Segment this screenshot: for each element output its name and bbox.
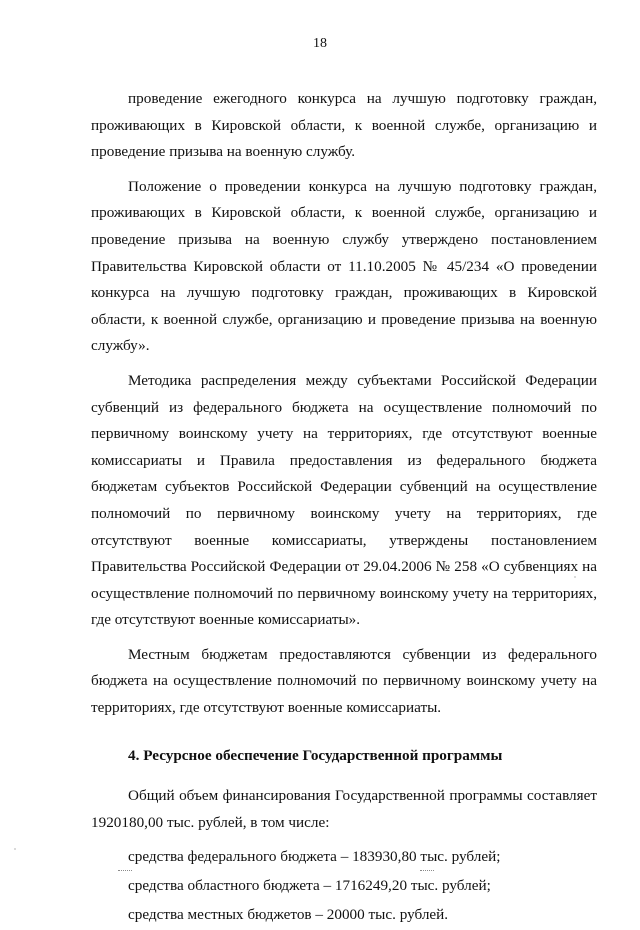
section-heading: 4. Ресурсное обеспечение Государственной программы: [128, 746, 503, 764]
paragraph-local-budgets: Местным бюджетам предоставляются субвенции из федерального бюджета на осуществление полномочий по первичному воинскому учету на территориях, где отсутствуют военные комиссариаты.: [91, 645, 597, 717]
paragraph-subvention-methodology: Методика распределения между субъектами Российской Федерации субвенций из федерального бюджета на осуществление полномочий по первичному воинскому учету на территориях, где отсутствуют военные комиссариаты и Правила предоставления из федерального бюджета бюджетам субъектов Российской Федерации субвенций на осуществление полномочий по первичному воинскому учету на территориях, где отсутствуют военные комиссариаты, утверждены постановлением Правительства Российской Федерации от 29.04.2006 № 258 «О субвенциях на осуществление полномочий по первичному воинскому учету на территориях, где отсутствуют военные комиссариаты».: [91, 371, 597, 629]
funding-item-federal: средства федерального бюджета – 183930,80 тыс. рублей;: [128, 848, 501, 866]
paragraph-total-funding: Общий объем финансирования Государственной программы составляет 1920180,00 тыс. рублей, в том числе:: [91, 787, 597, 831]
paragraph-contest-regulation: Положение о проведении конкурса на лучшую подготовку граждан, проживающих в Кировской области, к военной службе, организацию и проведение призыва на военную службу утверждено постановлением Правительства Кировской области от 11.10.2005 № 45/234 «О проведении конкурса на лучшую подготовку граждан, проживающих в Кировской области, к военной службе, организацию и проведение призыва на военную службу».: [91, 177, 597, 355]
page-number: 18: [313, 36, 327, 51]
scan-speck: [574, 576, 576, 578]
scan-artifact-right: [420, 870, 434, 872]
funding-list: [91, 844, 597, 928]
funding-item-regional: средства областного бюджета – 1716249,20 тыс. рублей;: [128, 877, 491, 895]
paragraph-contest: проведение ежегодного конкурса на лучшую подготовку граждан, проживающих в Кировской области, к военной службе, организацию и проведение призыва на военную службу.: [91, 90, 597, 161]
scan-speck: [14, 848, 16, 850]
funding-item-local: средства местных бюджетов – 20000 тыс. рублей.: [128, 905, 449, 923]
document-body: [91, 86, 597, 930]
scan-artifact-left: [118, 870, 132, 872]
